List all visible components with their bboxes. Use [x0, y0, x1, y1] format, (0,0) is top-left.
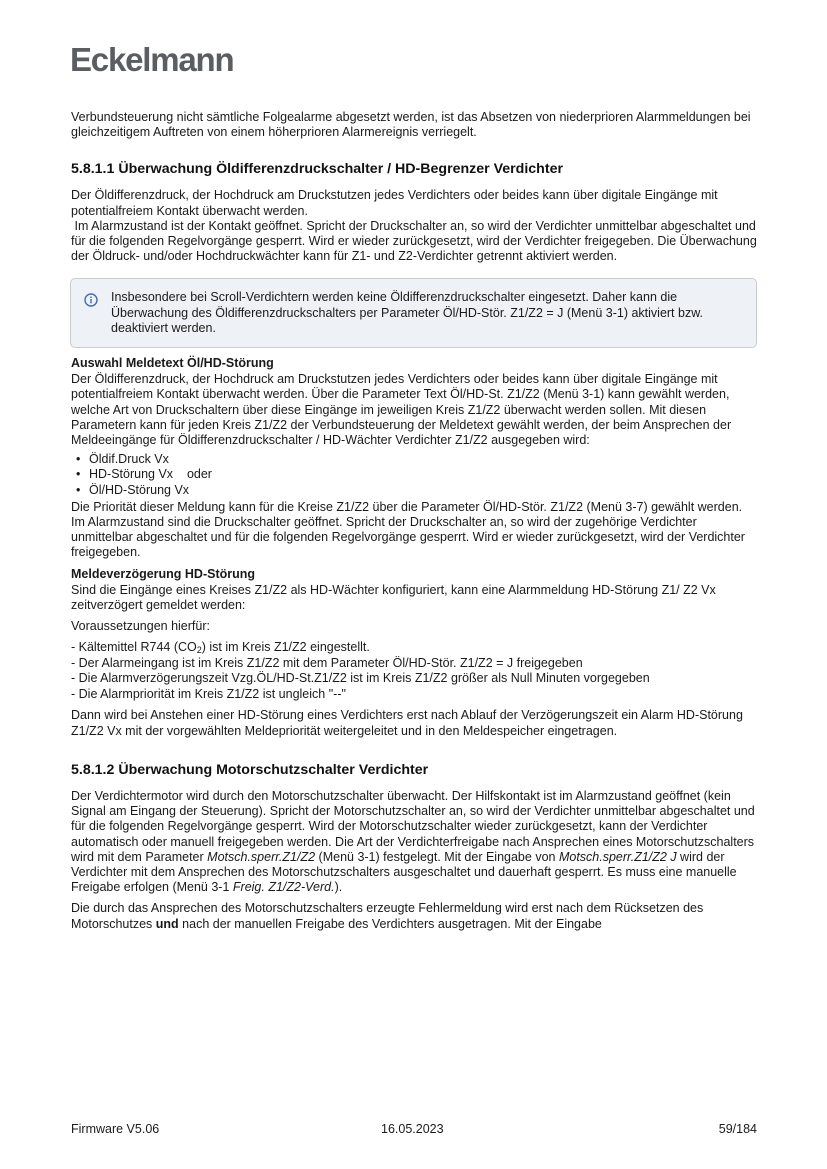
condition-line: - Der Alarmeingang ist im Kreis Z1/Z2 mit dem Parameter Öl/HD-Stör. Z1/Z2 = J freigegeben: [71, 655, 583, 670]
info-note: [70, 278, 757, 348]
document-body: [71, 110, 757, 938]
intro-paragraph: Verbundsteuerung nicht sämtliche Folgealarme abgesetzt werden, ist das Absetzen von niederprioren Alarmmeldungen bei gleichzeitigem Auftreten von einem höherprioren Alarmereignis verriegelt.: [71, 110, 751, 140]
list-item: • Öl/HD-Störung Vx: [71, 483, 757, 498]
paragraph: Voraussetzungen hierfür:: [71, 619, 210, 634]
note-text: Insbesondere bei Scroll-Verdichtern werden keine Öldifferenzdruckschalter eingesetzt. Daher kann die Überwachung des Öldifferenzdruckschalters per Parameter Öl/HD-Stör. Z1/Z2 = J (Menü 3-1) aktiviert bzw. deaktiviert werden.: [111, 290, 704, 335]
footer-firmware: Firmware V5.06: [71, 1122, 160, 1136]
bullet-list: [71, 452, 757, 498]
paragraph: Die durch das Ansprechen des Motorschutzschalters erzeugte Fehlermeldung wird erst nach dem Rücksetzen des Motorschutzes und nach der manuellen Freigabe des Verdichters ausgetragen. Mit der Eingabe: [71, 901, 704, 931]
footer-date: 16.05.2023: [381, 1122, 444, 1136]
paragraph: Sind die Eingänge eines Kreises Z1/Z2 als HD-Wächter konfiguriert, kann eine Alarmmeldung HD-Störung Z1/ Z2 Vx zeitverzögert gemeldet werden:: [71, 582, 716, 613]
paragraph-text: Im Alarmzustand ist der Kontakt geöffnet. Spricht der Druckschalter an, so wird der Verdichter unmittelbar abgeschaltet und für die folgenden Regelvorgänge gesperrt. Wird er wieder zurückgesetzt, wird der Verdichter freigegeben. Die Überwachung der Öldruck- und/oder Hochdruckwächter kann für Z1- und Z2-Verdichter getrennt aktiviert werden.: [71, 218, 757, 264]
conditions-list: [71, 640, 757, 702]
footer-page-number: 59/184: [718, 1122, 757, 1136]
paragraph: Die Priorität dieser Meldung kann für die Kreise Z1/Z2 über die Parameter Öl/HD-Stör. Z1/Z2 (Menü 3-7) gewählt werden. Im Alarmzustand sind die Druckschalter geöffnet. Spricht der Druckschalter an, so wird der zugehörige Verdichter unmittelbar abgeschaltet und für die folgenden Regelvorgänge gesperrt. Wird er wieder zurückgesetzt, wird der Verdichter freigegeben.: [71, 499, 745, 560]
section-heading-5-8-1-1: 5.8.1.1 Überwachung Öldifferenzdruckschalter / HD-Begrenzer Verdichter: [71, 161, 563, 178]
list-item: • Öldif.Druck Vx: [71, 452, 757, 467]
paragraph: Der Verdichtermotor wird durch den Motorschutzschalter überwacht. Der Hilfskontakt ist im Alarmzustand geöffnet (kein Signal am Eingang der Steuerung). Spricht der Motorschutzschalter an, so wird der Verdichter unmittelbar abgeschaltet und für die folgenden Regelvorgänge gesperrt. Wird der Motorschutzschalter wieder zurückgesetzt, kann der Verdichter automatisch oder manuell freigegeben werden. Die Art der Verdichterfreigabe nach Ansprechen eines Motorschutzschalters wird mit dem Parameter Motsch.sperr.Z1/Z2 (Menü 3-1) festgelegt. Mit der Eingabe von Motsch.sperr.Z1/Z2 J wird der Verdichter mit dem Ansprechen des Motorschutzschalters ausgeschaltet und dauerhaft gesperrt. Es muss eine manuelle Freigabe erfolgen (Menü 3-1 Freig. Z1/Z2-Verd.).: [71, 788, 755, 895]
paragraph-text: Der Öldifferenzdruck, der Hochdruck am Druckstutzen jedes Verdichters oder beides kann über digitale Eingänge mit potentialfreiem Kontakt überwacht werden.: [71, 188, 718, 218]
condition-line: - Kältemittel R744 $(CO_2)$ ist im Kreis Z1/Z2 eingestellt.: [71, 640, 370, 656]
paragraph: Dann wird bei Anstehen einer HD-Störung eines Verdichters erst nach Ablauf der Verzögerungszeit ein Alarm HD-Störung Z1/Z2 Vx mit der vorgewählten Meldepriorität weitergeleitet und in den Meldespeicher eingetragen.: [71, 708, 743, 738]
condition-line: - Die Alarmverzögerungszeit Vzg.ÖL/HD-St.Z1/Z2 ist im Kreis Z1/Z2 größer als Null Minuten vorgegeben: [71, 671, 650, 686]
info-icon: [84, 293, 98, 311]
company-logo: Eckelmann: [70, 41, 234, 78]
paragraph: Der Öldifferenzdruck, der Hochdruck am Druckstutzen jedes Verdichters oder beides kann über digitale Eingänge mit potentialfreiem Kontakt überwacht werden. Über die Parameter Text Öl/HD-St. Z1/Z2 (Menü 3-1) kann gewählt werden, welche Art von Druckschaltern über diese Eingänge im jeweiligen Kreis Z1/Z2 überwacht werden sollen. Mit diesen Parametern kann für jeden Kreis Z1/Z2 der Verbundsteuerung der Meldetext gewählt werden, der beim Ansprechen der Meldeeingänge für Öldifferenzdruckschalter / HD-Wächter Verdichter Z1/Z2 ausgegeben wird:: [71, 372, 732, 448]
condition-line: - Die Alarmpriorität im Kreis Z1/Z2 ist ungleich "--": [71, 686, 346, 701]
subheading-meldetext: Auswahl Meldetext Öl/HD-Störung: [71, 356, 274, 371]
subheading-meldeverzoegerung: Meldeverzögerung HD-Störung: [71, 566, 256, 581]
section-heading-5-8-1-2: 5.8.1.2 Überwachung Motorschutzschalter Verdichter: [71, 761, 429, 778]
list-item: • HD-Störung Vx oder: [71, 467, 757, 482]
paragraph: [71, 188, 757, 264]
